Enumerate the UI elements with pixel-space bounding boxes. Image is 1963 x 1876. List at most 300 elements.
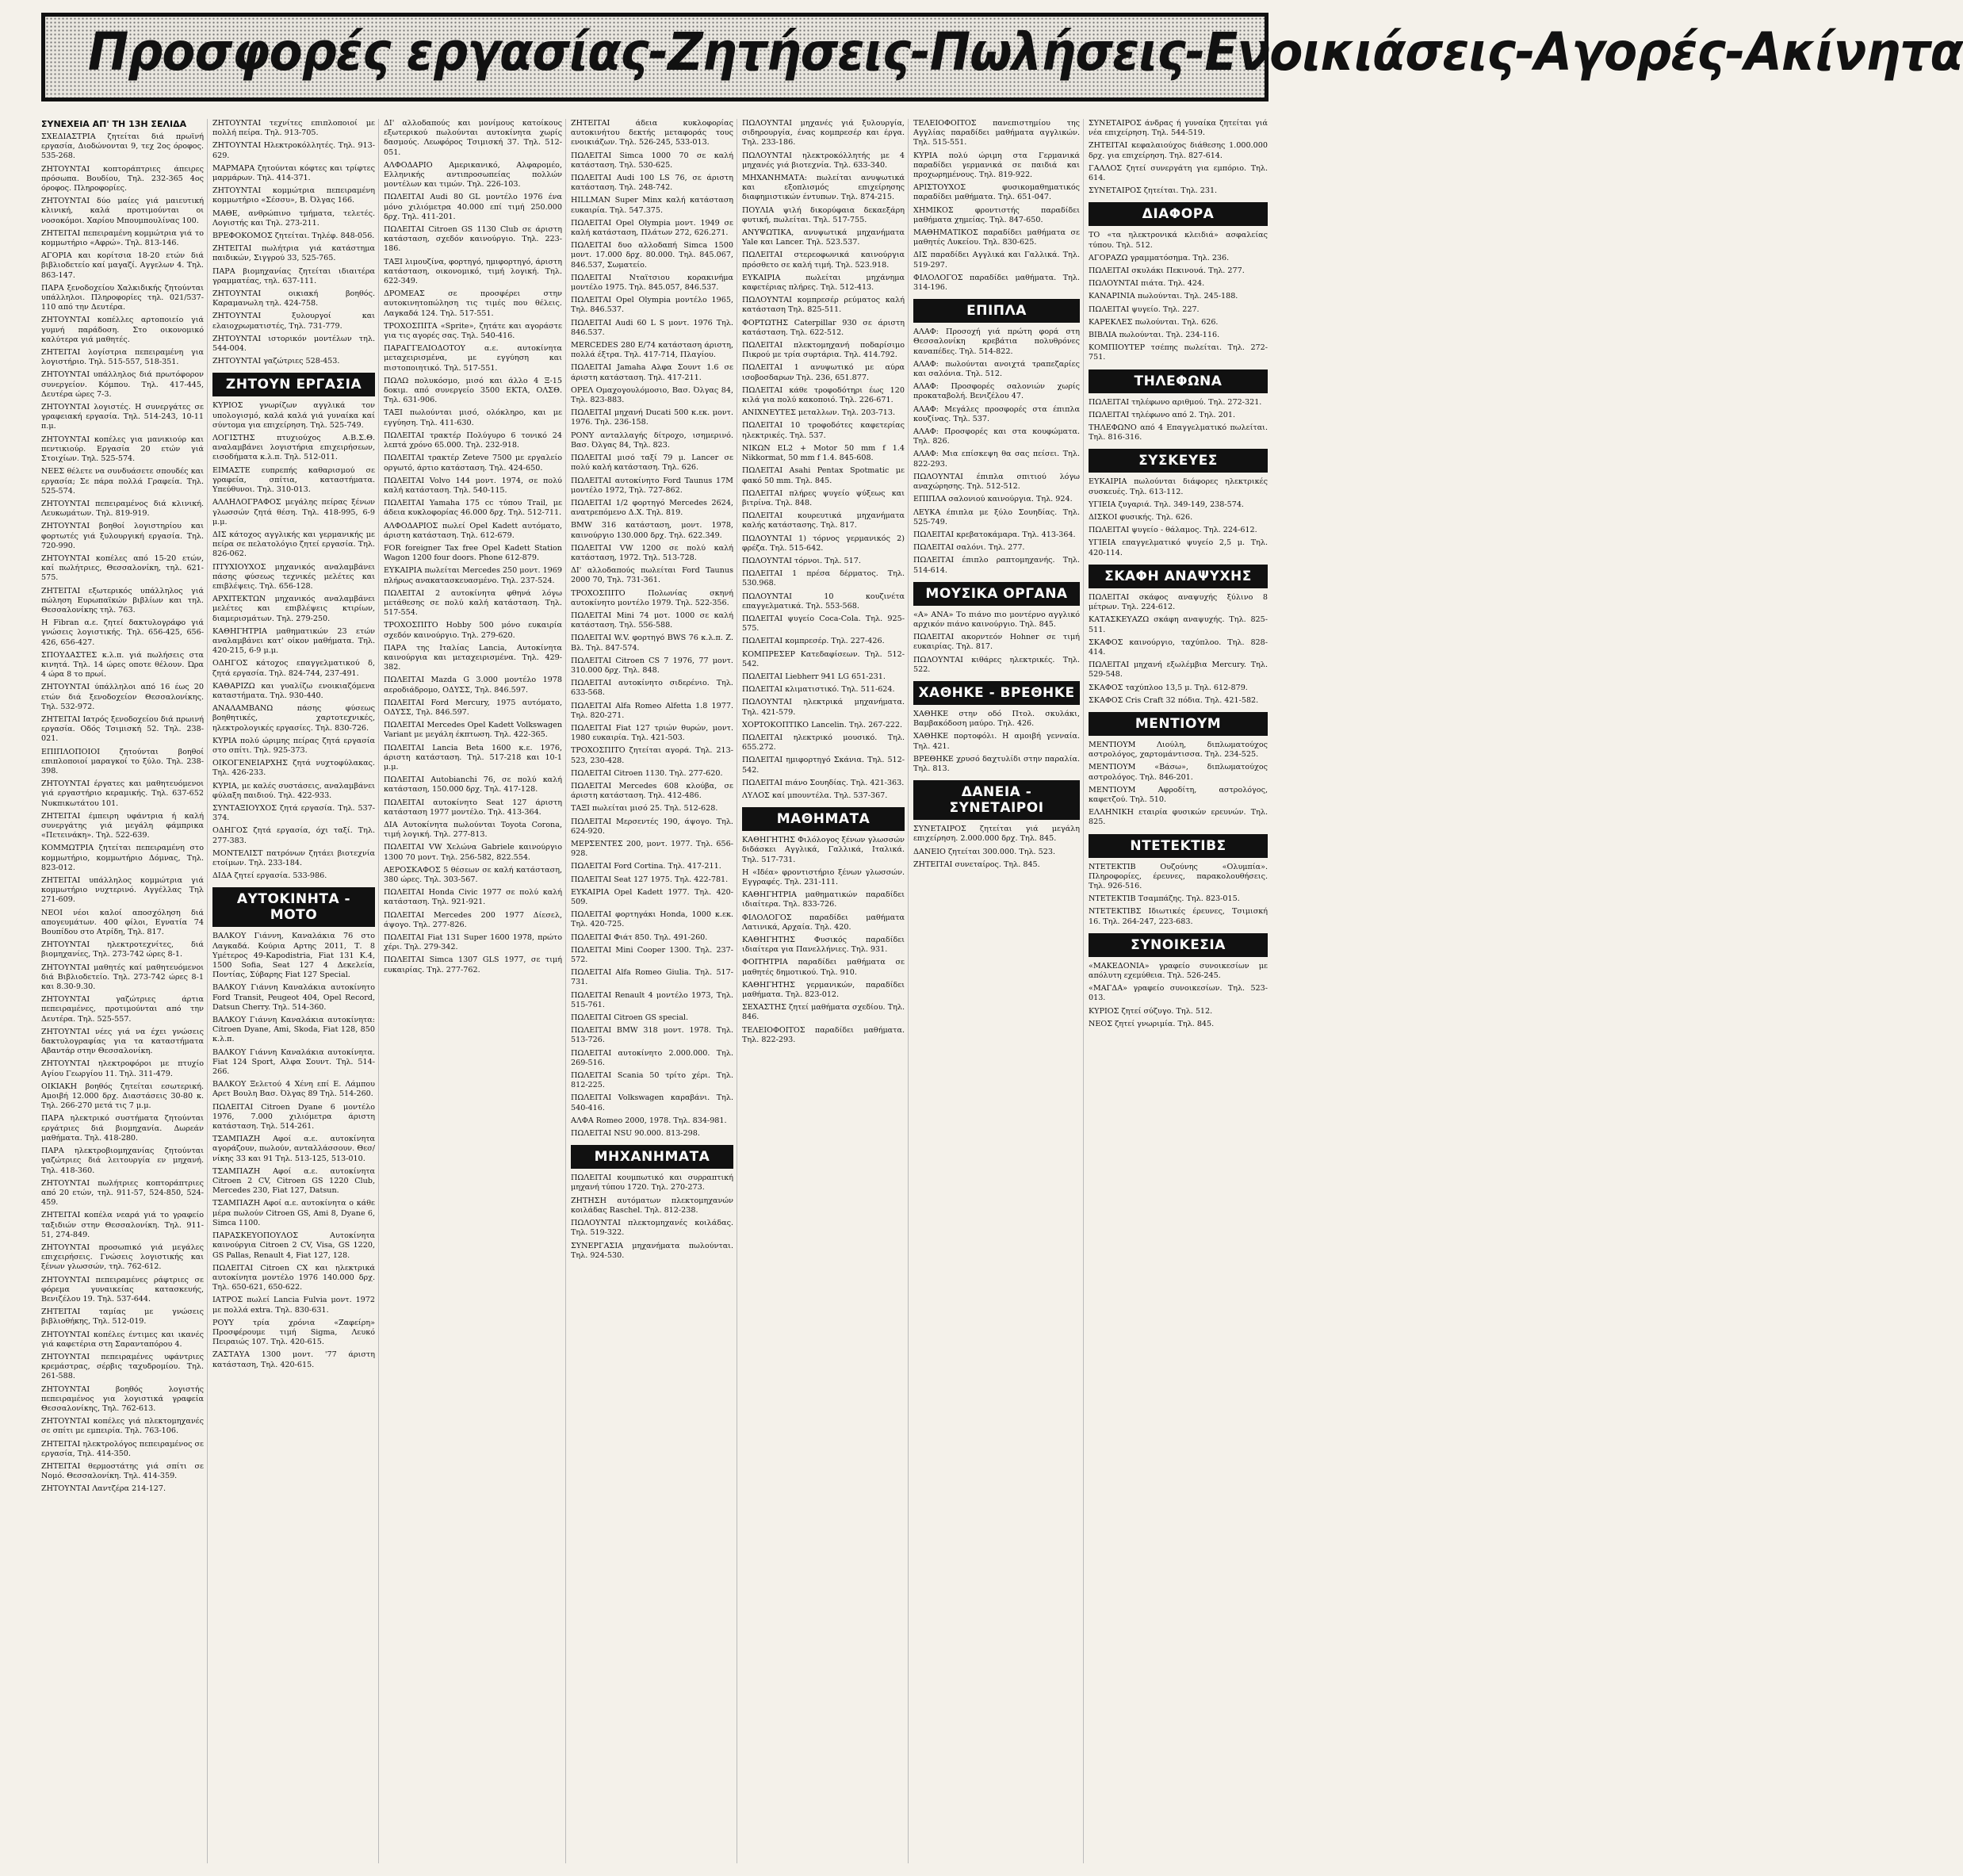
classified-ad: ΚΑΘΗΓΗΤΗΣ Φυσικός παραδίδει ιδιαίτερα για Πανελλήνιες. Τηλ. 931. xyxy=(742,936,905,955)
classified-ad: ΠΩΛΕΙΤΑΙ 1/2 φορτηγό Mercedes 2624, ανατρεπόμενο Δ.Χ. Τηλ. 819. xyxy=(571,498,733,518)
section-michanimata: ΜΗΧΑΝΗΜΑΤΑ xyxy=(571,1145,733,1169)
classified-ad: ΖΗΤΟΥΝΤΑΙ ξυλουργοί και ελαιοχρωματιστές, Τηλ. 731-779. xyxy=(212,312,375,331)
classified-ad: Η Fibran α.ε. ζητεί δακτυλογράφο γιά γνώσεις λογιστικής. Τηλ. 656-425, 656-426, 656-427. xyxy=(41,618,204,647)
classified-ad: ΠΑΡΑΓΓΕΛΙΟΔΟΤΟΥ α.ε. αυτοκίνητα μεταχειρισμένα, με εγγύηση και πιστοποιητικό. Τηλ. 517-551. xyxy=(384,344,562,373)
classified-ad: ΠΩΛΕΙΤΑΙ σκάφος αναψυχής ξύλινο 8 μέτρων. Τηλ. 224-612. xyxy=(1089,592,1268,612)
classified-ad: ΧΑΘΗΚΕ πορτοφόλι. Η αμοιβή γενναία. Τηλ. 421. xyxy=(913,732,1080,751)
classified-ad: MERCEDES 280 E/74 κατάσταση άριστη, πολλά έξτρα. Τηλ. 417-714, Πλαγίου. xyxy=(571,341,733,360)
classified-ad: ΠΩΛΕΙΤΑΙ BMW 318 μοντ. 1978. Τηλ. 513-726. xyxy=(571,1026,733,1045)
classified-ad: ΠΩΛΟΥΝΤΑΙ 1) τόρνος γερμανικός 2) φρέζα. Τηλ. 515-642. xyxy=(742,534,905,553)
classified-ad: ΑΛΑΦ: Προσφορές σαλονιών χωρίς προκαταβολή. Βενιζέλου 47. xyxy=(913,382,1080,401)
classified-ad: ΕΥΚΑΙΡΙΑ πωλούνται διάφορες ηλεκτρικές συσκευές. Τηλ. 613-112. xyxy=(1089,477,1268,496)
column-7 xyxy=(1089,119,1271,1863)
section-tilefona: ΤΗΛΕΦΩΝΑ xyxy=(1089,369,1268,393)
column-6 xyxy=(913,119,1084,1863)
classified-ad: ΚΑΝΑΡΙΝΙΑ πωλούνται. Τηλ. 245-188. xyxy=(1089,292,1238,301)
classified-ad: ΒΑΛΚΟΥ Γιάννη Καναλάκια αυτοκίνητα. Fiat 124 Sport, Αλφα Σουντ. Τηλ. 514-266. xyxy=(212,1047,375,1077)
classified-ad: ΠΩΛΕΙΤΑΙ Renault 4 μοντέλο 1973, Τηλ. 515-761. xyxy=(571,990,733,1009)
classified-ad: ΣΚΑΦΟΣ καινούργιο, ταχύπλοο. Τηλ. 828-414. xyxy=(1089,637,1268,657)
classified-ad: ΑΛΑΦ: πωλούνται ανοιχτά τραπεζαρίες και σαλόνια. Τηλ. 512. xyxy=(913,359,1080,379)
classified-ad: ΝΤΕΤΕΚΤΙΒ Ουζούνης «Ολυμπία». Πληροφορίες, έρευνες, παρακολουθήσεις. Τηλ. 926-516. xyxy=(1089,862,1268,890)
classified-ad: ΠΩΛΕΙΤΑΙ αυτοκίνητο σιδερένιο. Τηλ. 633-568. xyxy=(571,679,733,698)
classified-ad: «Α» ΑΝΑ» Το πιάνο πιο μοντέρνο αγγλικό αρχικόν πιάνο καινούργιο. Τηλ. 845. xyxy=(913,610,1080,629)
classified-ad: ΖΗΤΟΥΝΤΑΙ οικιακή βοηθός. Καραμανωλη τηλ. 424-758. xyxy=(212,289,375,308)
classified-ad: ΕΠΙΠΛΑ σαλονιού καινούργια. Τηλ. 924. xyxy=(913,495,1073,504)
classified-ad: ΔΑΝΕΙΟ ζητείται 300.000. Τηλ. 523. xyxy=(913,847,1056,856)
classified-ad: ΜΕΝΤΙΟΥΜ «Βάσω», διπλωματούχος αστρολόγος. Τηλ. 846-201. xyxy=(1089,763,1268,782)
classified-ad: ΚΥΡΙΑ πολύ ώριμης πείρας ζητά εργασία στο σπίτι. Τηλ. 925-373. xyxy=(212,736,375,755)
classified-ad: ΜΟΝΤΕΛΙΣΤ πατρόνων ζητάει βιοτεχνία ετοίμων. Τηλ. 233-184. xyxy=(212,848,375,867)
classified-ad: ΓΑΛΛΟΣ ζητεί συνεργάτη για εμπόριο. Τηλ. 614. xyxy=(1089,163,1268,183)
classified-ad: ΖΗΤΕΙΤΑΙ κοπέλα νεαρά γιά το γραφείο ταξιδιών στην Θεσσαλονίκη. Τηλ. 911-51, 274-849. xyxy=(41,1211,204,1239)
classified-ad: ΚΥΡΙΟΣ γνωρίζων αγγλικά τον υπολογισμό, καλά καλά γιά γυναίκα καί σύντομα για επιχείρηση. Τηλ. 525-749. xyxy=(212,401,375,430)
classified-ad: ΣΥΝΕΤΑΙΡΟΣ άνδρας ή γυναίκα ζητείται γιά νέα επιχείρηση. Τηλ. 544-519. xyxy=(1089,119,1268,138)
classified-ad: ΕΥΚΑΙΡΙΑ πωλείται μηχάνημα καφετέριας πλήρες. Τηλ. 512-413. xyxy=(742,273,905,293)
classified-ad: ΠΩΛΕΙΤΑΙ NSU 90.000. 813-298. xyxy=(571,1129,700,1139)
classified-ad: ΒΑΛΚΟΥ Γιάννη Καναλάκια αυτοκίνητα: Citroen Dyane, Ami, Skoda, Fiat 128, 850 κ.λ.π. xyxy=(212,1016,375,1044)
classified-ad: ΚΑΘΗΓΗΤΗΣ γερμανικών, παραδίδει μαθήματα. Τηλ. 823-012. xyxy=(742,980,905,1000)
classified-ad: ΝΤΕΤΕΚΤΙΒ Τσαμπάζης. Τηλ. 823-015. xyxy=(1089,894,1240,904)
classified-ad: ΑΝΑΛΑΜΒΑΝΩ πάσης φύσεως βοηθητικές, χαρτοτεχνικές, ηλεκτρολογικές εργασίες. Τηλ. 830-726. xyxy=(212,704,375,733)
classified-ad: ΥΓΙΕΙΑ επαγγελματικό ψυγείο 2,5 μ. Τηλ. 420-114. xyxy=(1089,538,1268,557)
classified-ad: ΠΩΛΕΙΤΑΙ δυο αλλοδαπή Simca 1500 μοντ. 17.000 δρχ. 80.000. Τηλ. 845.067, 846.537, Σωματείο. xyxy=(571,241,733,270)
classified-ad: Η «Ιδέα» φροντιστήριο ξένων γλωσσών. Εγγραφές. Τηλ. 231-111. xyxy=(742,867,905,886)
column-5 xyxy=(742,119,909,1863)
section-skafi-anapsychis: ΣΚΑΦΗ ΑΝΑΨΥΧΗΣ xyxy=(1089,565,1268,588)
classified-ad: ΠΩΛΕΙΤΑΙ 2 αυτοκίνητα φθηνά λόγω μετάθεσης σε πολύ καλή κατάσταση. Τηλ. 517-554. xyxy=(384,588,562,618)
classified-ad: ΠΩΛΕΙΤΑΙ Honda Civic 1977 σε πολύ καλή κατάσταση. Τηλ. 921-921. xyxy=(384,888,562,907)
classified-ad: ΠΩΛΕΙΤΑΙ Mini 74 μοτ. 1000 σε καλή κατάσταση. Τηλ. 556-588. xyxy=(571,611,733,630)
classified-ad: ΤΕΛΕΙΟΦΟΙΤΟΣ παραδίδει μαθήματα. Τηλ. 822-293. xyxy=(742,1025,905,1044)
banner-title: Προσφορές εργασίας-Ζητήσεις-Πωλήσεις-Ενοικιάσεις-Αγορές-Ακίνητα xyxy=(87,21,1963,82)
classified-ad: ΑΛΦΟΔΑΡΙΟ Αμερικανικό, Αλφαρομέο, Ελληνικής αντιπροσωπείας πολλών μοντέλων και τιμών. Τηλ. 226-103. xyxy=(384,160,562,190)
classified-ad: ΔΙ' αλλοδαπούς και μονίμους κατοίκους εξωτερικού πωλούνται αυτοκίνητα χωρίς δασμούς. Λεωφόρος Τσιμισκή 37. Τηλ. 512-051. xyxy=(384,119,562,157)
classified-ad: ΖΗΤΟΥΝΤΑΙ κοπέλες από 15-20 ετών, καί πωλήτριες, Θεσσαλονίκη, τηλ. 621-575. xyxy=(41,553,204,583)
classified-ad: ΠΩΛΕΙΤΑΙ Opel Olympia μοντ. 1949 σε καλή κατάσταση, Πλάτων 272, 626.271. xyxy=(571,218,733,238)
classified-ad: ΤΡΟΧΟΣΠΙΤΟ ζητείται αγορά. Τηλ. 213-523, 230-428. xyxy=(571,746,733,765)
section-synoikesia: ΣΥΝΟΙΚΕΣΙΑ xyxy=(1089,933,1268,957)
classified-ad: ΡΟΥΥ τρία χρόνια «Ζαφείρη» Προσφέρουμε τιμή Sigma, Λευκό Πειραιώς 107. Τηλ. 420-615. xyxy=(212,1318,375,1347)
classified-ad: ΒΙΒΛΙΑ πωλούνται. Τηλ. 234-116. xyxy=(1089,331,1220,340)
classified-ad: ΣΕΧΑΣΤΗΣ ζητεί μαθήματα σχεδίου. Τηλ. 846. xyxy=(742,1003,905,1022)
classified-ad: ΤΑΞΙ πωλείται μισό 25. Τηλ. 512-628. xyxy=(571,804,718,814)
classified-ad: ΠΩΛΕΙΤΑΙ πιάνο Σουηδίας. Τηλ. 421-363. xyxy=(742,778,905,787)
classified-ad: ΜΗΧΑΝΗΜΑΤΑ: πωλείται ανυψωτικά και εξοπλισμός επιχείρησης διαφημιστικών έντυπων. Τηλ. 874-215. xyxy=(742,174,905,202)
classified-ad: ΠΩΛΟΥΝΤΑΙ πλεκτομηχανές κοιλάδας. Τηλ. 519-322. xyxy=(571,1219,733,1238)
classified-ad: ΠΩΛΕΙΤΑΙ Mercedes 200 1977 Δίεσελ, άψογο. Τηλ. 277-826. xyxy=(384,910,562,929)
classified-ad: ΠΩΛΕΙΤΑΙ Yamaha 175 cc τύπου Trail, με άδεια κυκλοφορίας 46.000 δρχ. Τηλ. 512-711. xyxy=(384,499,562,518)
classified-ad: ΠΩΛΕΙΤΑΙ Mercedes Opel Kadett Volkswagen Variant με μεγάλη έκπτωση. Τηλ. 422-365. xyxy=(384,721,562,740)
classified-ad: ΠΩΛΟΥΝΤΑΙ κομπρεσέρ ρεύματος καλή κατάσταση Τηλ. 825-511. xyxy=(742,296,905,315)
classified-ad: ΠΩΛΕΙΤΑΙ Fiat 131 Super 1600 1978, πρώτο χέρι. Τηλ. 279-342. xyxy=(384,933,562,952)
classified-ad: ΠΑΡΑ ηλεκτροβιομηχανίας ζητούνται γαζώτριες διά λειτουργία εν μηχανή. Τηλ. 418-360. xyxy=(41,1147,204,1175)
classified-ad: ΠΩΛΕΙΤΑΙ σκυλάκι Πεκινουά. Τηλ. 277. xyxy=(1089,266,1245,276)
classified-ad: ΒΑΛΚΟΥ Γιάννη Καναλάκια αυτοκίνητο Ford Transit, Peugeot 404, Opel Record, Datsun Cherry. Τηλ. 514-360. xyxy=(212,983,375,1012)
classified-ad: ΑΓΟΡΙΑ και κορίτσια 18-20 ετών διά βιβλιοδετείο καί μαγαζί. Αγγελων 4. Τηλ. 863-147. xyxy=(41,251,204,280)
classified-ad: ΠΩΛΕΙΤΑΙ αυτοκίνητο Ford Taunus 17M μοντέλο 1972, Τηλ. 727-862. xyxy=(571,476,733,495)
classified-ad: ΒΑΛΚΟΥ Γιάννη, Καναλάκια 76 στο Λαγκαδά. Κούρια Αρτης 2011, Τ. 8 Υμέτερος 49-Kapodistria, Fiat 131 Κ.4, 1500 Sofia, Seat 127 4 Δεκελεία, Ποντίας, Σύβαρης Fiat 127 Special. xyxy=(212,932,375,980)
classified-ad: ΠΩΛΟΥΝΤΑΙ ηλεκτρικά μηχανήματα. Τηλ. 421-579. xyxy=(742,698,905,717)
classified-ad: ΜΑΘΕ, ανθρώπινο τμήματα, τελετές. Λογιστής και Τηλ. 273-211. xyxy=(212,209,375,228)
classified-ad: ΜΑΡΜΑΡΑ ζητούνται κόφτες και τρίφτες μαρμάρων. Τηλ. 414-371. xyxy=(212,163,375,183)
classified-ad: ΕΛΛΗΝΙΚΗ εταιρία φυσικών ερευνών. Τηλ. 825. xyxy=(1089,808,1268,827)
classified-ad: ΝΕΟΣ ζητεί γνωριμία. Τηλ. 845. xyxy=(1089,1019,1215,1028)
classified-ad: ΒΑΛΚΟΥ Ξελετού 4 Χένη επί Ε. Λάμπου Αρετ Βουλη Βασ. Όλγας 89 Τηλ. 514-260. xyxy=(212,1080,375,1099)
classified-ad: ΠΩΛΕΙΤΑΙ Citroen CS 7 1976, 77 μοντ. 310.000 δρχ. Τηλ. 848. xyxy=(571,656,733,675)
classified-ad: ΖΗΤΟΥΝΤΑΙ κοπέλλες αρτοποιείο γιά γυμνή παράδοση. Στο οικονομικό καλύτερα γιά μαθητές. xyxy=(41,316,204,344)
classified-ad: BMW 316 κατάσταση, μοντ. 1978, καινούργιο 130.000 δρχ. Τηλ. 622.349. xyxy=(571,521,733,540)
section-autokinita-moto: ΑΥΤΟΚΙΝΗΤΑ - ΜΟΤΟ xyxy=(212,887,375,927)
classified-ad: ΖΗΤΟΥΝΤΑΙ πεπειραμένες υφάντριες κρεμάστρας, σέρβις ταχυδρομίου. Τηλ. 261-588. xyxy=(41,1352,204,1381)
classified-ad: ΕΥΚΑΙΡΙΑ Opel Kadett 1977. Τηλ. 420-509. xyxy=(571,887,733,907)
classified-ad: ΠΩΛΟΥΝΤΑΙ ηλεκτροκόλλητής με 4 μηχανές γιά βιοτεχνία. Τηλ. 633-340. xyxy=(742,151,905,170)
classified-ad: ΠΩΛΟΥΝΤΑΙ μηχανές γιά ξυλουργία, σιδηρουργία, ένας κομπρεσέρ και έργα. Τηλ. 233-186. xyxy=(742,119,905,147)
classified-ad: ΦΙΛΟΛΟΓΟΣ παραδίδει μαθήματα Λατινικά, Αρχαία. Τηλ. 420. xyxy=(742,913,905,932)
classified-ad: ΣΠΟΥΔΑΣΤΕΣ κ.λ.π. γιά πωλήσεις στα κινητά. Τηλ. 14 ώρες οποτε θέλουν. Ώρα 4 ώρα 8 το πρωί. xyxy=(41,650,204,680)
classified-ad: ΠΩΛΕΙΤΑΙ ακορντεόν Hohner σε τιμή ευκαιρίας. Τηλ. 817. xyxy=(913,633,1080,652)
classified-ad: ΠΩΛΕΙΤΑΙ Volkswagen καραβάνι. Τηλ. 540-416. xyxy=(571,1093,733,1112)
classified-ad: ΖΗΤΟΥΝΤΑΙ ιστορικόν μοντέλων τηλ. 544-004. xyxy=(212,334,375,354)
classified-ad: ΠΩΛΕΙΤΑΙ Mercedes 608 κλούβα, σε άριστη κατάσταση. Τηλ. 412-486. xyxy=(571,781,733,801)
classified-ad: ΖΗΤΗΣΗ αυτόματων πλεκτομηχανών κοιλάδας Raschel. Τηλ. 812-238. xyxy=(571,1196,733,1215)
classified-ad: ΠΑΡΑΣΚΕΥΟΠΟΥΛΟΣ Αυτοκίνητα καινούργια Citroen 2 CV, Visa, GS 1220, GS Pallas, Renault 4, Fiat 127, 128. xyxy=(212,1231,375,1260)
classified-ad: ΑΛΑΦ: Προσφορές και στα κουφώματα. Τηλ. 826. xyxy=(913,427,1080,446)
classified-ad: ΒΡΕΦΟΚΟΜΟΣ ζητείται. Τηλέφ. 848-056. xyxy=(212,232,375,241)
classified-ad: ΠΩΛΕΙΤΑΙ τηλέφωνο αριθμού. Τηλ. 272-321. xyxy=(1089,397,1262,407)
classified-ad: ΖΗΤΟΥΝΤΑΙ ηλεκτροτεχνίτες, διά βιομηχανίες, Τηλ. 273-742 ώρες 8-1. xyxy=(41,940,204,959)
classified-ad: ΠΩΛΟΥΝΤΑΙ πιάτα. Τηλ. 424. xyxy=(1089,279,1205,289)
classified-ad: ΒΡΕΘΗΚΕ χρυσό δαχτυλίδι στην παραλία. Τηλ. 813. xyxy=(913,754,1080,773)
classified-ad: ΚΑΘΗΓΗΤΡΙΑ μαθηματικών παραδίδει ιδιαίτερα. Τηλ. 833-726. xyxy=(742,890,905,909)
classified-ad: ΤΕΛΕΙΟΦΟΙΤΟΣ πανεπιστημίου της Αγγλίας παραδίδει μαθήματα αγγλικών. Τηλ. 515-551. xyxy=(913,119,1080,147)
classified-ad: ΛΥΛΟΣ καί μπουντέλα. Τηλ. 537-367. xyxy=(742,791,888,800)
classified-ad: ΠΑΡΑ της Ιταλίας Lancia, Αυτοκίνητα καινούργια και μεταχειρισμένα. Τηλ. 429-382. xyxy=(384,643,562,672)
classified-ad: ΠΩΛΕΙΤΑΙ τρακτέρ Zeteve 7500 με εργαλείο οργωτό, άρτιο κατάσταση. Τηλ. 424-650. xyxy=(384,454,562,473)
classified-ad: ΠΩΛΕΙΤΑΙ 1 πρέσα δέρματος. Τηλ. 530.968. xyxy=(742,569,905,588)
section-mathimata: ΜΑΘΗΜΑΤΑ xyxy=(742,807,905,831)
classified-ad: ΖΑΣΤΑΥΑ 1300 μοντ. '77 άριστη κατάσταση, Τηλ. 420-615. xyxy=(212,1350,375,1369)
section-diafora: ΔΙΑΦΟΡΑ xyxy=(1089,202,1268,226)
classified-ad: ΔΙΣ κάτοχος αγγλικής και γερμανικής με πείρα σε πελατολόγιο ζητεί εργασία. Τηλ. 826-062. xyxy=(212,530,375,559)
classified-ad: FOR foreigner Tax free Opel Kadett Station Wagon 1200 four doors. Phone 612-879. xyxy=(384,543,562,563)
classified-ad: ΖΗΤΟΥΝΤΑΙ κοπέλες γιά πλεκτομηχανές σε σπίτι με εμπειρία. Τηλ. 763-106. xyxy=(41,1417,204,1436)
classified-ad: ΖΗΤΟΥΝΤΑΙ βοηθός λογιστής πεπειραμένος για λογιστικά γραφεία Θεσσαλονίκης, Τηλ. 762-613. xyxy=(41,1384,204,1413)
classified-ad: ΖΗΤΟΥΝΤΑΙ βοηθοί λογιστηρίου και φορτωτές γιά ξυλουργική εργασία. Τηλ. 720-990. xyxy=(41,522,204,550)
classified-ad: ΥΓΙΕΙΑ ζυγαριά. Τηλ. 349-149, 238-574. xyxy=(1089,500,1244,509)
classified-ad: ΠΩΛΕΙΤΑΙ Φιάτ 850. Τηλ. 491-260. xyxy=(571,932,708,942)
classified-ad: ΚΥΡΙΑ πολύ ώριμη στα Γερμανικά παραδίδει γερμανικά σε παιδιά και προχωρημένους. Τηλ. 819-922. xyxy=(913,151,1080,180)
classified-ad: ΖΗΤΕΙΤΑΙ κεφαλαιούχος διάθεσης 1.000.000 δρχ. για επιχείρηση. Τηλ. 827-614. xyxy=(1089,141,1268,160)
classified-ad: ΦΟΙΤΗΤΡΙΑ παραδίδει μαθήματα σε μαθητές δημοτικού. Τηλ. 910. xyxy=(742,958,905,977)
classified-ad: «ΜΑΚΕΔΟΝΙΑ» γραφείο συνοικεσίων με απόλυτη εχεμύθεια. Τηλ. 526-245. xyxy=(1089,961,1268,980)
classified-ad: ΑΝΥΨΩΤΙΚΑ, ανυψωτικά μηχανήματα Yale και Lancer. Τηλ. 523.537. xyxy=(742,228,905,247)
classified-ad: ΛΕΥΚΑ έπιπλα με ξύλο Σουηδίας. Τηλ. 525-749. xyxy=(913,507,1080,526)
classified-ad: ΤΣΑΜΠΑΖΗ Αφοί α.ε. αυτοκίνητα Citroen 2 CV, Citroen GS 1220 Club, Mercedes 230, Fiat 127, Datsun. xyxy=(212,1166,375,1196)
classified-ad: ΠΑΡΑ βιομηχανίας ζητείται ιδιαιτέρα γραμματέας, τηλ. 637-111. xyxy=(212,266,375,285)
section-daneia-synetairoi: ΔΑΝΕΙΑ - ΣΥΝΕΤΑΙΡΟΙ xyxy=(913,780,1080,820)
classified-ad: ΡΟΝΥ ανταλλαγής δίτροχο, ισημερινό. Βασ. Όλγας 84, Τηλ. 823. xyxy=(571,431,733,450)
classified-ad: ΤΗΛΕΦΩΝΟ από 4 Επαγγελματικό πωλείται. Τηλ. 816-316. xyxy=(1089,423,1268,442)
classified-ad: ΠΩΛΕΙΤΑΙ Liebherr 941 LG 651-231. xyxy=(742,672,886,681)
continuation-note: ΣΥΝΕΧΕΙΑ ΑΠ' ΤΗ 13Η ΣΕΛΙΔΑ xyxy=(41,119,187,129)
classified-ad: ΠΩΛΕΙΤΑΙ W.V. φορτηγό BWS 76 κ.λ.π. Ζ. Βλ. Τηλ. 847-574. xyxy=(571,634,733,653)
classified-ad: ΟΙΚΟΓΕΝΕΙΑΡΧΗΣ ζητά νυχτοφύλακας. Τηλ. 426-233. xyxy=(212,759,375,778)
classified-ad: ΙΑΤΡΟΣ πωλεί Lancia Fulvia μοντ. 1972 με πολλά extra. Τηλ. 830-631. xyxy=(212,1296,375,1315)
classified-ad: ΖΗΤΕΙΤΑΙ εξωτερικός υπάλληλος γιά πώληση Ευρωπαϊκών βιβλίων και τηλ. Θεσσαλονίκης τηλ. 763. xyxy=(41,586,204,614)
classified-ad: ΚΑΘΑΡΙΖΩ και γυαλίζω ενοικιαζόμενα καταστήματα. Τηλ. 930-440. xyxy=(212,681,375,700)
classified-ad: ΖΗΤΕΙΤΑΙ πεπειραμένη κομμώτρια γιά το κομμωτήριο «Αφρώ». Τηλ. 813-146. xyxy=(41,228,204,248)
classified-ad: ΚΥΡΙΑ, με καλές συστάσεις, αναλαμβάνει φύλαξη παιδιού. Τηλ. 422-933. xyxy=(212,781,375,800)
classified-ad: ΠΩΛΕΙΤΑΙ Autobianchi 76, σε πολύ καλή κατάσταση, 150.000 δρχ. Τηλ. 417-128. xyxy=(384,775,562,794)
classified-ad: ΠΩΛΕΙΤΑΙ Audi 60 L S μοντ. 1976 Τηλ. 846.537. xyxy=(571,318,733,337)
classified-ad: ΑΛΑΦ: Προσοχή γιά πρώτη φορά στη Θεσσαλονίκη κρεβάτια πολυθρόνες καναπέδες. Τηλ. 514-822. xyxy=(913,327,1080,356)
classified-ad: ΠΩΛΕΙΤΑΙ Ford Mercury, 1975 αυτόματο, ΟΔΥΣΣ, Τηλ. 846.597. xyxy=(384,698,562,717)
classified-ad: ΠΩΛΕΙΤΑΙ ψυγείο. Τηλ. 227. xyxy=(1089,304,1200,314)
classified-ad: ΠΩΛΕΙΤΑΙ Scania 50 τρίτο χέρι. Τηλ. 812-225. xyxy=(571,1071,733,1090)
classified-ad: ΠΑΡΑ ξενοδοχείου Χαλκιδικής ζητούνται υπάλληλοι. Πληροφορίες τηλ. 021/537-110 από την Δευτέρα. xyxy=(41,283,204,312)
classified-ad: ΠΩΛΕΙΤΑΙ ψυγείο Coca-Cola. Τηλ. 925-575. xyxy=(742,614,905,634)
classified-ad: ΖΗΤΟΥΝΤΑΙ Λαντζέρα 214-127. xyxy=(41,1484,166,1494)
classified-ad: ΠΩΛΟΥΝΤΑΙ κιθάρες ηλεκτρικές. Τηλ. 522. xyxy=(913,655,1080,674)
classified-ad: ΣΚΑΦΟΣ ταχύπλοο 13,5 μ. Τηλ. 612-879. xyxy=(1089,683,1248,692)
classified-ad: ΠΩΛΕΙΤΑΙ κουμπωτικό και συρραπτική μηχανή τύπου 1720. Τηλ. 270-273. xyxy=(571,1173,733,1193)
classified-ad: ΚΑΤΑΣΚΕΥΑΖΩ σκάφη αναψυχής. Τηλ. 825-511. xyxy=(1089,615,1268,634)
classified-ad: ΠΩΛΕΙΤΑΙ Mazda G 3.000 μοντέλο 1978 αεροδιάδρομο, ΟΔΥΣΣ, Τηλ. 846.597. xyxy=(384,676,562,695)
classified-ad: ΖΗΤΕΙΤΑΙ θερμοστάτης γιά σπίτι σε Νομό. Θεσσαλονίκη. Τηλ. 414-359. xyxy=(41,1461,204,1481)
classified-ad: ΣΥΝΕΤΑΙΡΟΣ ζητείται γιά μεγάλη επιχείρηση. 2.000.000 δρχ. Τηλ. 845. xyxy=(913,825,1080,844)
classified-ad: ΛΟΓΙΣΤΗΣ πτυχιούχος Α.Β.Σ.Θ. αναλαμβάνει λογιστήρια επιχειρήσεων, εισοδήματα κ.λ.π. Τηλ. 512-011. xyxy=(212,434,375,462)
page-banner xyxy=(41,13,1963,101)
classified-ad: ΠΩΛΕΙΤΑΙ Simca 1000 70 σε καλή κατάσταση. Τηλ. 530-625. xyxy=(571,151,733,170)
classified-ad: ΠΩΛΕΙΤΑΙ Mini Cooper 1300. Τηλ. 237-572. xyxy=(571,945,733,965)
classified-ad: ΟΔΗΓΟΣ κάτοχος επαγγελματικού δ, ζητά εργασία. Τηλ. 824-744, 237-491. xyxy=(212,659,375,678)
classified-ad: ΤΡΟΧΟΣΠΙΤΟ Hobby 500 μόνο ευκαιρία σχεδόν καινούργιο. Τηλ. 279-620. xyxy=(384,621,562,640)
classified-ad: ΑΛΛΗΛΟΓΡΑΦΟΣ μεγάλης πείρας ξένων γλωσσών ζητά θέση. Τηλ. 418-995, 6-9 μ.μ. xyxy=(212,498,375,526)
classified-ad: ΠΩΛΕΙΤΑΙ στερεοφωνικά καινούργια πρόσθετο σε καλή τιμή. Τηλ. 523.918. xyxy=(742,251,905,270)
classified-ad: ΠΩΛΕΙΤΑΙ Simca 1307 GLS 1977, σε τιμή ευκαιρίας. Τηλ. 277-762. xyxy=(384,955,562,974)
classified-ad: ΖΗΤΟΥΝΤΑΙ γαζώτριες 528-453. xyxy=(212,357,340,366)
classified-ad: ΚΑΘΗΓΗΤΗΣ Φιλόλογος ξένων γλωσσών διδάσκει Αγγλικά, Γαλλικά, Ιταλικά. Τηλ. 517-731. xyxy=(742,836,905,864)
classified-ad: ΖΗΤΟΥΝΤΑΙ νέες γιά να έχει γνώσεις δακτυλογραφίας για τα καταστήματα Αβαντάρ στην Θεσσαλονίκη. xyxy=(41,1027,204,1056)
classified-ad: ΜΑΘΗΜΑΤΙΚΟΣ παραδίδει μαθήματα σε μαθητές Λυκείου. Τηλ. 830-625. xyxy=(913,228,1080,247)
classified-ad: ΑΓΟΡΑΖΩ γραμματόσημα. Τηλ. 236. xyxy=(1089,253,1230,262)
section-zitoun-ergasia: ΖΗΤΟΥΝ ΕΡΓΑΣΙΑ xyxy=(212,373,375,396)
classified-ad: ΣΥΝΕΡΓΑΣΙΑ μηχανήματα πωλούνται. Τηλ. 924-530. xyxy=(571,1241,733,1260)
classified-ad: ΕΠΙΠΛΟΠΟΙΟΙ ζητούνται βοηθοί επιπλοποιοί μαραγκοί το ξύλο. Τηλ. 238-398. xyxy=(41,747,204,775)
classified-ad: ΖΗΤΟΥΝΤΑΙ κοπτοράπτριες άπειρες πρόσωπα. Βουδίου, Τηλ. 232-365 4ος όροφος. Πληροφορίες. xyxy=(41,164,204,193)
classified-ad: ΖΗΤΟΥΝΤΑΙ ηλεκτροφόροι με πτυχίο Αγίου Γεωργίου 11. Τηλ. 311-479. xyxy=(41,1059,204,1078)
classified-ad: ΠΩΛΕΙΤΑΙ Citroen GS 1130 Club σε άριστη κατάσταση, σχεδόν καινούργιο. Τηλ. 223-186. xyxy=(384,225,562,254)
classified-ad: ΤΡΟΧΟΣΠΙΤΟ Πολωνίας σκηνή αυτοκίνητο μοντέλο 1979. Τηλ. 522-356. xyxy=(571,588,733,607)
classified-ad: ΠΩΛΟΥΝΤΑΙ τόρνοι. Τηλ. 517. xyxy=(742,556,861,565)
classified-ad: ΔΙΔΑ ζητεί εργασία. 533-986. xyxy=(212,871,327,881)
classified-ad: ΖΗΤΟΥΝΤΑΙ υπάλληλος διά πρωτόφορον συνεργείον. Κόμπου. Τηλ. 417-445, Δευτέρα ώρες 7-3. xyxy=(41,370,204,399)
classified-ad: ΔΡΟΜΕΑΣ σε προσφέρει στην αυτοκινητοπώληση τις τιμές που θέλεις. Λαγκαδά 124. Τηλ. 517-551. xyxy=(384,289,562,318)
classified-ad: ΚΟΜΜΩΤΡΙΑ ζητείται πεπειραμένη στο κομμωτήριο, κομμωτήριο Δόμνας, Τηλ. 823-012. xyxy=(41,844,204,872)
classified-ad: ΠΩΛΕΙΤΑΙ 10 τροφοδότες καφετερίας ηλεκτρικές. Τηλ. 537. xyxy=(742,421,905,440)
classified-ad: ΠΩΛΕΙΤΑΙ Asahi Pentax Spotmatic με φακό 50 mm. Τηλ. 845. xyxy=(742,466,905,485)
classified-ad: ΖΗΤΟΥΝΤΑΙ Ηλεκτροκόλλητές. Τηλ. 913-629. xyxy=(212,141,375,160)
classified-ad: ΣΥΝΕΤΑΙΡΟΣ ζητείται. Τηλ. 231. xyxy=(1089,186,1218,196)
section-ntetektivs: ΝΤΕΤΕΚΤΙΒΣ xyxy=(1089,834,1268,858)
columns xyxy=(41,119,1268,1863)
classified-ad: ΠΩΛΕΙΤΑΙ Citroen Dyane 6 μοντέλο 1976, 7.000 χιλιόμετρα άριστη κατάσταση. Τηλ. 514-261. xyxy=(212,1102,375,1131)
classified-ad: ΠΩΛΕΙΤΑΙ Alfa Romeo Giulia. Τηλ. 517-731. xyxy=(571,968,733,987)
classified-ad: ΠΩΛΕΙΤΑΙ Audi 80 GL μοντέλο 1976 ένα μόνο χιλιόμετρα 40.000 επί τιμή 250.000 δρχ. Τηλ. 411-201. xyxy=(384,193,562,221)
classified-ad: ΧΑΘΗΚΕ στην οδό Πτολ. σκυλάκι, Βαμβακόδοση μαύρο. Τηλ. 426. xyxy=(913,709,1080,729)
classified-ad: ΖΗΤΕΙΤΑΙ λογίστρια πεπειραμένη για λογιστήριο. Τηλ. 515-557, 518-351. xyxy=(41,348,204,367)
classified-ad: ΠΩΛΕΙΤΑΙ σαλόνι. Τηλ. 277. xyxy=(913,543,1025,553)
classified-ad: ΑΛΑΦ: Μεγάλες προσφορές στα έπιπλα κουζίνας. Τηλ. 537. xyxy=(913,404,1080,423)
classified-ad: ΠΩΛΕΙΤΑΙ μηχανή εξωλέμβια Mercury. Τηλ. 529-548. xyxy=(1089,660,1268,680)
classified-ad: ΜΕΝΤΙΟΥΜ Αφροδίτη, αστρολόγος, καφετζού. Τηλ. 510. xyxy=(1089,785,1268,804)
classified-ad: ΠΩΛΕΙΤΑΙ VW Χελώνα Gabriele καινούργιο 1300 70 μοντ. Τηλ. 256-582, 822.554. xyxy=(384,843,562,862)
classified-ad: ΖΗΤΟΥΝΤΑΙ ύπάλληλοι από 16 έως 20 ετών διά ξενοδοχείον Θεσσαλονίκης. Τηλ. 532-972. xyxy=(41,683,204,711)
section-chathike-vrethike: ΧΑΘΗΚΕ - ΒΡΕΘΗΚΕ xyxy=(913,681,1080,705)
classified-ad: ΕΥΚΑΙΡΙΑ πωλείται Mercedes 250 μοντ. 1969 πλήρως ανακατασκευασμένο. Τηλ. 237-524. xyxy=(384,566,562,585)
classified-ad: ΖΗΤΟΥΝΤΑΙ πεπειραμένος διά κλινική. Λευκωμάτων. Τηλ. 819-919. xyxy=(41,499,204,519)
classified-ad: ΣΥΝΤΑΞΙΟΥΧΟΣ ζητά εργασία. Τηλ. 537-374. xyxy=(212,803,375,823)
classified-ad: ΖΗΤΟΥΝΤΑΙ μαθητές καί μαθητευόμενοι διά Βιβλιοδετείο. Τηλ. 273-742 ώρες 8-1 και 8.30-9.30. xyxy=(41,963,204,992)
classified-ad: ΠΑΡΑ ηλεκτρικό συστήματα ζητούνται εργάτριες διά βιομηχανία. Δωρεάν μαθήματα. Τηλ. 418-280. xyxy=(41,1114,204,1143)
classified-ad: ΖΗΤΟΥΝΤΑΙ κομμώτρια πεπειραμένη κομμωτήριο «Σέσσυ», Β. Όλγας 166. xyxy=(212,186,375,205)
section-mousika-organa: ΜΟΥΣΙΚΑ ΟΡΓΑΝΑ xyxy=(913,582,1080,606)
classified-ad: ΠΩΛΕΙΤΑΙ Seat 127 1975. Τηλ. 422-781. xyxy=(571,875,729,884)
section-epipla: ΕΠΙΠΛΑ xyxy=(913,299,1080,323)
column-1 xyxy=(41,119,208,1863)
classified-ad: ΖΗΤΟΥΝΤΑΙ πωλήτριες κοπτοράπτριες από 20 ετών, τηλ. 911-57, 524-850, 524-459. xyxy=(41,1178,204,1208)
classified-ad: ΠΩΛΕΙΤΑΙ Volvo 144 μοντ. 1974, σε πολύ καλή κατάσταση. Τηλ. 540-115. xyxy=(384,476,562,495)
classified-ad: ΠΩΛΕΙΤΑΙ Μερσεντές 190, άψογο. Τηλ. 624-920. xyxy=(571,817,733,836)
classified-ad: ΠΩΛΕΙΤΑΙ Citroen GS special. xyxy=(571,1013,689,1023)
classified-ad: ΦΟΡΤΩΤΗΣ Caterpillar 930 σε άριστη κατάσταση. Τηλ. 622-512. xyxy=(742,318,905,337)
classified-ad: ΖΗΤΕΙΤΑΙ έμπειρη υφάντρια ή καλή συνεργάτης γιά μεγάλη φάμπρικα «Πετεινάκη». Τηλ. 522-639. xyxy=(41,811,204,840)
classified-ad: ΔΙ' αλλοδαπούς πωλείται Ford Taunus 2000 70, Τηλ. 731-361. xyxy=(571,566,733,585)
classified-ad: ΝΕΟΙ νέοι καλοί αποσχόληση διά απογευμάτων. 400 φίλοι, Εγνατία 74 Βουπίδου στο Ατρίδη, Τηλ. 817. xyxy=(41,908,204,937)
classified-ad: ΠΩΛΕΙΤΑΙ Alfa Romeo Alfetta 1.8 1977. Τηλ. 820-271. xyxy=(571,701,733,720)
classified-ad: ΠΩΛΕΙΤΑΙ ψυγείο - θάλαμος. Τηλ. 224-612. xyxy=(1089,526,1257,535)
classified-ad: ΠΩΛΟΥΝΤΑΙ 10 κουζινέτα επαγγελματικά. Τηλ. 553-568. xyxy=(742,592,905,611)
classified-ad: ΧΗΜΙΚΟΣ φροντιστής παραδίδει μαθήματα χημείας. Τηλ. 847-650. xyxy=(913,205,1080,224)
classified-ad: ΚΥΡΙΟΣ ζητεί σύζυγο. Τηλ. 512. xyxy=(1089,1006,1213,1016)
section-mentioum: ΜΕΝΤΙΟΥΜ xyxy=(1089,712,1268,736)
classified-ad: ΖΗΤΟΥΝΤΑΙ πεπειραμένες ράφτριες σε φόρεμα γυναικείας κατασκευής, Βενιζέλου 19. Τηλ. 537-644. xyxy=(41,1275,204,1304)
classified-ad: «ΜΑΓΔΑ» γραφείο συνοικεσίων. Τηλ. 523-013. xyxy=(1089,984,1268,1003)
classified-ad: ΠΩΛΕΙΤΑΙ κουρευτικά μηχανήματα καλής κατάστασης. Τηλ. 817. xyxy=(742,511,905,530)
classified-ad: ΠΩΛΕΙΤΑΙ κάθε τροφοδότηρι έως 120 κιλά για πολύ κακοποιό. Τηλ. 226-671. xyxy=(742,385,905,405)
classified-ad: ΖΗΤΕΙΤΑΙ συνεταίρος. Τηλ. 845. xyxy=(913,860,1040,869)
classified-ad: ΣΚΑΦΟΣ Cris Craft 32 πόδια. Τηλ. 421-582. xyxy=(1089,695,1259,705)
classified-ad: ΑΛΑΦ: Μια επίσκεψη θα σας πείσει. Τηλ. 822-293. xyxy=(913,450,1080,469)
classified-ad: ΠΩΛΕΙΤΑΙ τρακτέρ Πολύγυρο 6 τονικό 24 λεπτά χρόνο 65.000. Τηλ. 232-918. xyxy=(384,431,562,450)
classified-ad: ΖΗΤΟΥΝΤΑΙ κοπέλες για μανικιούρ και πεντικιούρ. Εργασία 20 ετών γιά Στοιχίων. Τηλ. 525-574. xyxy=(41,435,204,464)
classified-ad: ΑΡΙΣΤΟΥΧΟΣ φυσικομαθηματικός παραδίδει μαθήματα. Τηλ. 651-047. xyxy=(913,183,1080,202)
classified-ad: ΝΙΚΩΝ EL2 + Motor 50 mm f 1.4 Nikkormat, 50 mm f 1.4. 845-608. xyxy=(742,443,905,463)
classified-ad: ΖΗΤΟΥΝΤΑΙ προσωπικό γιά μεγάλες επιχειρήσεις. Γνώσεις λογιστικής και ξένων γλωσσών, τηλ. 762-612. xyxy=(41,1242,204,1272)
classified-ad: ΖΗΤΟΥΝΤΑΙ γαζώτριες άρτια πεπειραμένες, προτιμούνται από την Δευτέρα. Τηλ. 525-557. xyxy=(41,995,204,1024)
classified-ad: ΑΡΧΙΤΕΚΤΩΝ μηχανικός αναλαμβάνει μελέτες και επιβλέψεις κτιρίων, διαμερισμάτων. Τηλ. 279-250. xyxy=(212,595,375,623)
classified-ad: ΔΙΣΚΟΙ φυσικής. Τηλ. 626. xyxy=(1089,513,1193,523)
classified-ad: ΖΗΤΕΙΤΑΙ υπάλληλος κομμώτρια γιά κομμωτήριο νυχτερινό. Αγγέλλας Τηλ 271-609. xyxy=(41,876,204,905)
classified-ad: ΠΤΥΧΙΟΥΧΟΣ μηχανικός αναλαμβάνει πάσης φύσεως τεχνικές μελέτες και επιβλέψεις. Τηλ. 656-128. xyxy=(212,562,375,591)
classified-ad: ΑΛΦΟΔΑΡΙΟΣ πωλεί Opel Kadett αυτόματο, άριστη κατάσταση. Τηλ. 612-679. xyxy=(384,521,562,540)
classified-ad: ΖΗΤΟΥΝΤΑΙ κοπέλες έντιμες και ικανές γιά καφετέρια στη Σαρανταπόρου 4. xyxy=(41,1330,204,1349)
classified-ad: ΠΩΛΕΙΤΑΙ κομπρεσέρ. Τηλ. 227-426. xyxy=(742,637,885,646)
classified-ad: ΝΕΕΣ θέλετε να συνδυάσετε σπουδές και εργασία; Σε πάρα πολλά Γραφεία. Τηλ. 525-574. xyxy=(41,467,204,496)
classified-ad: ΠΩΛΕΙΤΑΙ Jamaha Αλφα Σουντ 1.6 σε άριστη κατάσταση. Τηλ. 417-211. xyxy=(571,363,733,382)
classified-ad: ΤΣΑΜΠΑΖΗ Αφοί α.ε. αυτοκίνητα αγοράζουν, πωλούν, ανταλλάσσουν. Θεσ/νίκης 33 και 91 Τηλ. 513-125, 513-010. xyxy=(212,1135,375,1163)
classified-ad: ΠΩΛΕΙΤΑΙ Lancia Beta 1600 κ.ε. 1976, άριστη κατάσταση. Τηλ. 517-218 και 10-1 μ.μ. xyxy=(384,743,562,771)
classified-ad: ΠΩΛΕΙΤΑΙ μηχανή Ducati 500 κ.εκ. μοντ. 1976. Τηλ. 236-158. xyxy=(571,408,733,427)
classified-ad: ΠΩΛΟΥΝΤΑΙ έπιπλα σπιτιού λόγω αναχώρησης. Τηλ. 512-512. xyxy=(913,472,1080,492)
classified-ad: ΖΗΤΟΥΝΤΑΙ δύο μαίες γιά μαιευτική κλινική, καλά προτιμούνται οι νοσοκόμοι. Χαρίου Μπουμπουλίνας 100. xyxy=(41,197,204,225)
classified-ad: ΤΣΑΜΠΑΖΗ Αφοί α.ε. αυτοκίνητα ο κάθε μέρα πωλούν Citroen GS, Ami 8, Dyane 6, Simca 1100. xyxy=(212,1199,375,1227)
classified-ad: ΠΩΛΕΙΤΑΙ VW 1200 σε πολύ καλή κατάσταση, 1972. Τηλ. 513-728. xyxy=(571,543,733,562)
classified-ad: ΔΙΣ παραδίδει Αγγλικά και Γαλλικά. Τηλ. 519-297. xyxy=(913,251,1080,270)
classified-ad: ΠΩΛΕΙΤΑΙ πλεκτομηχανή ποδαρίσιμο Πικρού με τρία συρτάρια. Τηλ. 414.792. xyxy=(742,341,905,360)
classified-ad: ΠΩΛΕΙΤΑΙ Citroen CX και ηλεκτρικά αυτοκίνητα μοντέλο 1976 140.000 δρχ. Τηλ. 650-621, 650-622. xyxy=(212,1263,375,1292)
classified-ad: ΠΩΛΕΙΤΑΙ Fiat 127 τριών θυρών, μοντ. 1980 ευκαιρία. Τηλ. 421-503. xyxy=(571,723,733,743)
classified-ad: HILLMAN Super Minx καλή κατάσταση ευκαιρία. Τηλ. 547.375. xyxy=(571,196,733,215)
classified-ad: ΠΩΛΕΙΤΑΙ Νταϊτσιου κορακινήμα μοντέλο 1975. Τηλ. 845.057, 846.537. xyxy=(571,273,733,293)
classified-ad: ΖΗΤΟΥΝΤΑΙ τεχνίτες επιπλοποιοί με πολλή πείρα. Τηλ. 913-705. xyxy=(212,119,375,138)
classified-ad: ΑΕΡΟΣΚΑΦΟΣ 5 θέσεων σε καλή κατάσταση, 380 ώρες. Τηλ. 303-567. xyxy=(384,865,562,885)
classified-ad: ΠΩΛΕΙΤΑΙ τηλέφωνο από 2. Τηλ. 201. xyxy=(1089,410,1236,419)
classified-ad: ΖΗΤΕΙΤΑΙ ταμίας με γνώσεις βιβλιοθήκης, Τηλ. 512-019. xyxy=(41,1307,204,1327)
classified-ad: ΠΩΛΕΙΤΑΙ μισό ταξί 79 μ. Lancer σε πολύ καλή κατάσταση. Τηλ. 626. xyxy=(571,454,733,473)
classified-ad: ΤΡΟΧΟΣΠΙΤΑ «Sprite», ζητάτε και αγοράστε για τις αγορές σας. Τηλ. 540-416. xyxy=(384,321,562,341)
classified-ad: ΠΩΛΕΙΤΑΙ αυτοκίνητο Seat 127 άριστη κατάσταση 1977 μοντέλο. Τηλ. 413-364. xyxy=(384,798,562,817)
classified-ad: ΠΩΛΩ πολυκόσμο, μισό και άλλο 4 Ξ-15 δοκιμ. από συνεργείο 3500 ΕΚΤΑ, ΟΛΣΘ. Τηλ. 631-906. xyxy=(384,376,562,405)
classified-ad: ΠΩΛΕΙΤΑΙ φορτηγάκι Honda, 1000 κ.εκ. Τηλ. 420-725. xyxy=(571,910,733,929)
column-2 xyxy=(212,119,379,1863)
classified-ad: ΚΑΘΗΓΗΤΡΙΑ μαθηματικών 23 ετών αναλαμβάνει κατ' οίκον μαθήματα. Τηλ. 420-215, 6-9 μ.μ. xyxy=(212,626,375,656)
classified-ad: ΦΙΛΟΛΟΓΟΣ παραδίδει μαθήματα. Τηλ. 314-196. xyxy=(913,273,1080,293)
classified-ad: ΟΔΗΓΟΣ ζητά εργασία, όχι ταξί. Τηλ. 277-383. xyxy=(212,826,375,845)
classified-ad: ΔΙΑ Αυτοκίνητα πωλούνται Toyota Corona, τιμή λογική. Τηλ. 277-813. xyxy=(384,821,562,840)
classified-ad: ΜΕΡΣΕΝΤΕΣ 200, μοντ. 1977. Τηλ. 656-928. xyxy=(571,840,733,859)
section-syskeves: ΣΥΣΚΕΥΕΣ xyxy=(1089,449,1268,473)
classified-ad: ΚΟΜΠΙΟΥΤΕΡ τσέπης πωλείται. Τηλ. 272-751. xyxy=(1089,343,1268,362)
classified-ad: ΤΟ «τα ηλεκτρονικά κλειδιά» ασφαλείας τύπου. Τηλ. 512. xyxy=(1089,231,1268,250)
classified-ad: ΖΗΤΕΙΤΑΙ ηλεκτρολόγος πεπειραμένος σε εργασία, Τηλ. 414-350. xyxy=(41,1439,204,1458)
classified-ad: ΚΟΜΠΡΕΣΕΡ Κατεδαφίσεων. Τηλ. 512-542. xyxy=(742,649,905,668)
classified-ad: ΠΩΛΕΙΤΑΙ Citroen 1130. Τηλ. 277-620. xyxy=(571,768,723,778)
classified-ad: ΠΩΛΕΙΤΑΙ ηλεκτρικό μουσικό. Τηλ. 655.272. xyxy=(742,733,905,752)
classified-ad: ΠΩΛΕΙΤΑΙ κλιματιστικό. Τηλ. 511-624. xyxy=(742,685,895,695)
column-3 xyxy=(384,119,566,1863)
classified-ad: ΤΑΞΙ πωλούνται μισό, ολόκληρο, και με εγγύηση. Τηλ. 411-630. xyxy=(384,408,562,427)
classified-ad: ΠΩΛΕΙΤΑΙ Audi 100 LS 76, σε άριστη κατάσταση. Τηλ. 248-742. xyxy=(571,174,733,193)
classified-ad: ΖΗΤΕΙΤΑΙ άδεια κυκλοφορίας αυτοκινήτου δεκτής μεταφοράς τους ενοικιάζων. Τηλ. 526-245, 533-013. xyxy=(571,119,733,147)
classified-ad: ΠΩΛΕΙΤΑΙ Opel Olympia μοντέλο 1965, Τηλ. 846.537. xyxy=(571,296,733,315)
classified-ad: ΠΩΛΕΙΤΑΙ έπιπλο ραπτομηχανής. Τηλ. 514-614. xyxy=(913,556,1080,575)
classified-ad: ΚΑΡΕΚΛΕΣ πωλούνται. Τηλ. 626. xyxy=(1089,317,1219,327)
classified-ad: ΝΤΕΤΕΚΤΙΒΣ Ιδιωτικές έρευνες, Τσιμισκή 16. Τηλ. 264-247, 223-683. xyxy=(1089,907,1268,926)
classified-ad: ΖΗΤΕΙΤΑΙ πωλήτρια γιά κατάστημα παιδικών, Σιγγρού 33, 525-765. xyxy=(212,244,375,263)
column-4 xyxy=(571,119,737,1863)
classified-ad: ΠΟΥΛΙΑ ψιλή δικορύφαια δεκαεξάρη φυτική, πωλείται. Τηλ. 517-755. xyxy=(742,205,905,224)
classified-ad: ΖΗΤΟΥΝΤΑΙ έργατες και μαθητευόμενοι γιά εργαστήριο κεραμικής. Τηλ. 637-652 Νυκπικωτάτου 101. xyxy=(41,779,204,808)
classified-ad: ΖΗΤΕΙΤΑΙ Ιατρός ξενοδοχείου διά πρωινή εργασία. Οδός Τσιμισκή 52. Τηλ. 238-021. xyxy=(41,714,204,744)
classified-ad: ΠΩΛΕΙΤΑΙ 1 ανυψωτικό με αύρα ισοβοσδαρων Τηλ. 236, 651.877. xyxy=(742,363,905,382)
classified-ad: ΠΩΛΕΙΤΑΙ πλήρες ψυγείο ψύξεως και βιτρίνα. Τηλ. 848. xyxy=(742,488,905,507)
classified-ad: ΤΑΞΙ λιμουζίνα, φορτηγό, ημιφορτηγό, άριστη κατάσταση, οικονομικό, τιμή λογική. Τηλ. 622-349. xyxy=(384,257,562,286)
classified-ad: ΧΟΡΤΟΚΟΠΤΙΚΟ Lancelin. Τηλ. 267-222. xyxy=(742,720,903,729)
classified-ad: ΑΛΦΑ Romeo 2000, 1978. Τηλ. 834-981. xyxy=(571,1116,727,1125)
classified-ad: ΜΕΝΤΙΟΥΜ Λιούλη, διπλωματούχος αστρολόγος, χαρτομάντισσα. Τηλ. 234-525. xyxy=(1089,740,1268,760)
classified-ad: ΕΙΜΑΣΤΕ ευπρεπής καθαρισμού σε γραφεία, σπίτια, καταστήματα. Υπεύθυνοι. Τηλ. 310-013. xyxy=(212,465,375,495)
